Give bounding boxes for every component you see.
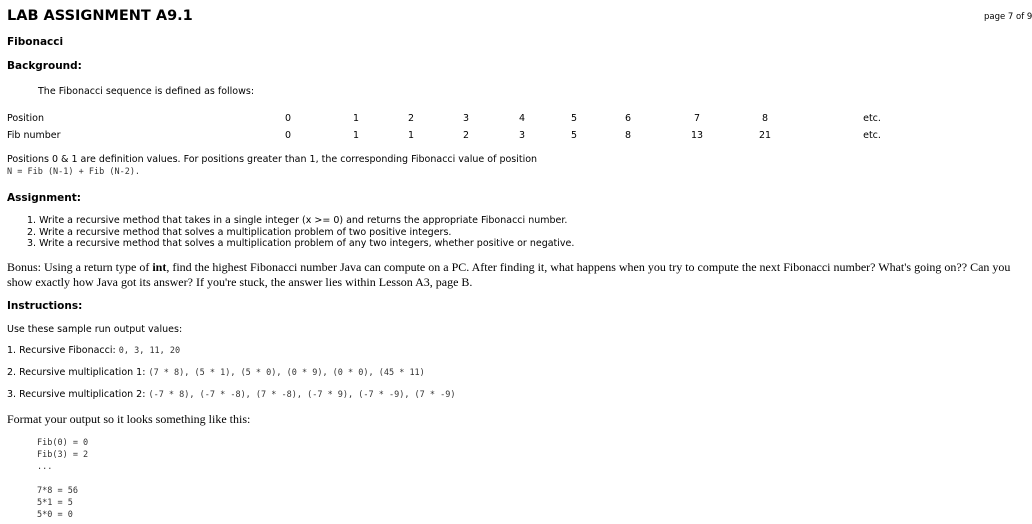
subtitle: Fibonacci [7,36,64,48]
instructions-heading: Instructions: [7,300,83,312]
output-line: 5*0 = 0 [37,510,73,520]
background-heading: Background: [7,60,82,72]
bonus-paragraph [7,260,1019,290]
table-cell: 1 [407,130,415,141]
page-number: page 7 of 9 [984,12,1032,22]
sample-fibonacci [7,345,180,356]
sample-values: (7 * 8), (5 * 1), (5 * 0), (0 * 9), (0 * 0), (45 * 11) [148,368,425,378]
format-text: Format your output so it looks something like this: [7,412,251,426]
output-line: ... [37,462,53,472]
output-example [37,438,88,522]
output-line: 7*8 = 56 [37,486,78,496]
page-title: LAB ASSIGNMENT A9.1 [7,8,193,24]
sample-multiplication-2 [7,389,456,400]
assignment-list [27,215,574,250]
list-item: 1. Write a recursive method that takes in a single integer (x >= 0) and returns the appropriate Fibonacci number. [27,215,568,226]
table-cell: 7 [693,113,701,124]
table-cell: 5 [570,130,578,141]
list-item: 2. Write a recursive method that solves a multiplication problem of two positive integers. [27,226,452,238]
table-cell: etc. [863,113,881,124]
table-cell: 13 [690,130,704,141]
table-cell: 2 [462,130,470,141]
list-item: 3. Write a recursive method that solves a multiplication problem of any two integers, whether positive or negative. [27,238,575,249]
definition-formula: N = Fib (N-1) + Fib (N-2). [7,167,141,177]
table-cell: 2 [407,113,415,124]
bonus-text-end: , find the highest Fibonacci number Java can compute on a PC. After finding it, what happens when you try to compute the next Fibonacci number? What's going on?? Can you show exactly how Java got its answer? If you're stuck, the answer lies within Lesson A3, page B. [7,260,1011,289]
row-label-fib: Fib number [7,130,61,141]
table-cell: 4 [518,113,526,124]
table-cell: 8 [761,113,769,124]
sample-label: 1. Recursive Fibonacci: [7,345,119,356]
sample-values: (-7 * 8), (-7 * -8), (7 * -8), (-7 * 9), (-7 * -9), (7 * -9) [148,390,456,400]
table-cell: 21 [758,130,772,141]
table-cell: 1 [352,130,360,141]
table-cell: 8 [624,130,632,141]
sample-label: 3. Recursive multiplication 2: [7,389,149,400]
table-cell: 3 [462,113,470,124]
bonus-int-keyword: int [152,260,167,274]
assignment-heading: Assignment: [7,192,81,204]
sample-values: 0, 3, 11, 20 [118,346,181,356]
output-line: 5*1 = 5 [37,498,73,508]
definition-text: Positions 0 & 1 are definition values. For positions greater than 1, the corresponding Fibonacci value of position [7,154,538,165]
table-cell: 3 [518,130,526,141]
sample-label: 2. Recursive multiplication 1: [7,367,149,378]
sample-intro: Use these sample run output values: [7,324,183,335]
table-cell: 0 [284,113,292,124]
output-line [37,474,88,486]
row-label-position: Position [7,113,44,124]
table-cell: 6 [624,113,632,124]
table-cell: 0 [284,130,292,141]
output-line: Fib(0) = 0 [37,438,89,448]
bonus-text-start: Bonus: Using a return type of [7,260,153,274]
table-cell: 1 [352,113,360,124]
output-line: Fib(3) = 2 [37,450,89,460]
table-cell: etc. [863,130,881,141]
table-cell: 5 [570,113,578,124]
intro-text: The Fibonacci sequence is defined as follows: [38,86,255,97]
sample-multiplication-1 [7,367,425,378]
